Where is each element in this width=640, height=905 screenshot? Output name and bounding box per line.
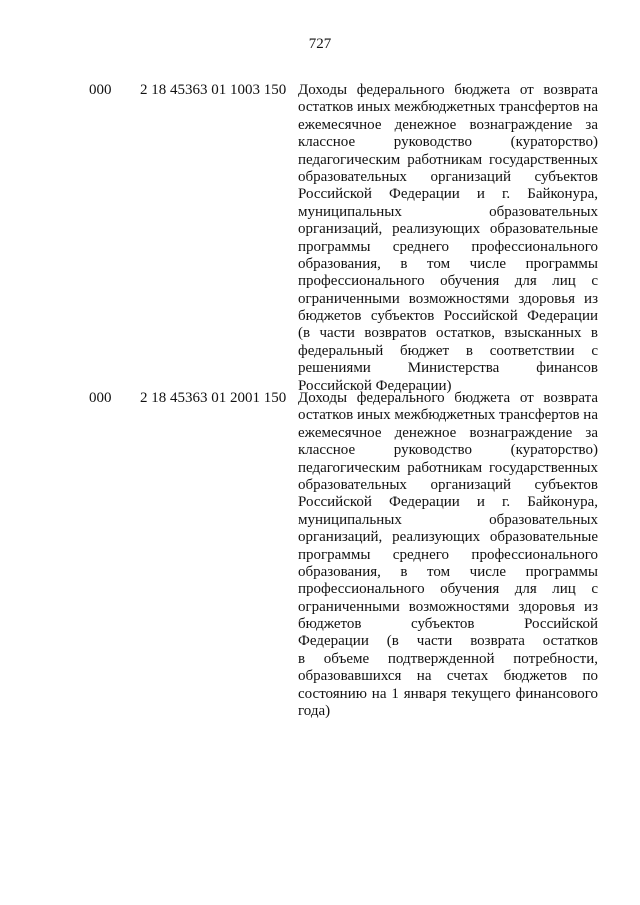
description-line: муниципальных образовательных bbox=[298, 203, 598, 220]
description-line: образовательных организаций субъектов bbox=[298, 476, 598, 493]
budget-classification-code: 2 18 45363 01 2001 150 bbox=[140, 390, 287, 406]
description-line: классное руководство (кураторство) bbox=[298, 442, 598, 459]
description-line: ограниченными возможностями здоровья из bbox=[298, 290, 598, 307]
description-line: Российской Федерации и г. Байконура, bbox=[298, 186, 598, 203]
description-line: ежемесячное денежное вознаграждение за bbox=[298, 116, 598, 133]
description-line: Российской Федерации и г. Байконура, bbox=[298, 494, 598, 511]
description-line: федеральный бюджет в соответствии с bbox=[298, 342, 598, 359]
description-line: Доходы федерального бюджета от возврата bbox=[298, 82, 598, 98]
description-line: ежемесячное денежное вознаграждение за bbox=[298, 424, 598, 441]
description-line: образовательных организаций субъектов bbox=[298, 168, 598, 185]
description-line: остатков иных межбюджетных трансфертов на bbox=[298, 407, 598, 424]
description-line: образовавшихся на счетах бюджетов по bbox=[298, 668, 598, 685]
description-line: Федерации (в части возврата остатков bbox=[298, 633, 598, 650]
description-line: года) bbox=[298, 703, 331, 720]
description-line: бюджетов субъектов Российской bbox=[298, 616, 598, 633]
entry-description bbox=[298, 82, 598, 395]
description-line: педагогическим работникам государственных bbox=[298, 151, 598, 168]
description-line: профессионального обучения для лиц с bbox=[298, 273, 598, 290]
description-line: педагогическим работникам государственных bbox=[298, 459, 598, 476]
description-line: организаций, реализующих образовательные bbox=[298, 529, 598, 546]
description-line: (в части возвратов остатков, взысканных в bbox=[298, 325, 598, 342]
description-line: образования, в том числе программы bbox=[298, 563, 598, 580]
description-line: ограниченными возможностями здоровья из bbox=[298, 598, 598, 615]
description-line: муниципальных образовательных bbox=[298, 511, 598, 528]
admin-code: 000 bbox=[89, 390, 112, 406]
description-line: образования, в том числе программы bbox=[298, 255, 598, 272]
description-line: Российской Федерации) bbox=[298, 377, 452, 394]
description-line: организаций, реализующих образовательные bbox=[298, 221, 598, 238]
page-number: 727 bbox=[308, 36, 332, 52]
description-line: программы среднего профессионального bbox=[298, 546, 598, 563]
admin-code: 000 bbox=[89, 82, 112, 98]
description-line: Доходы федерального бюджета от возврата bbox=[298, 390, 598, 406]
description-line: классное руководство (кураторство) bbox=[298, 134, 598, 151]
budget-classification-code: 2 18 45363 01 1003 150 bbox=[140, 82, 287, 98]
description-line: профессионального обучения для лиц с bbox=[298, 581, 598, 598]
entry-description bbox=[298, 390, 598, 720]
description-line: бюджетов субъектов Российской Федерации bbox=[298, 308, 598, 325]
description-line: программы среднего профессионального bbox=[298, 238, 598, 255]
description-line: решениями Министерства финансов bbox=[298, 360, 598, 377]
description-line: остатков иных межбюджетных трансфертов на bbox=[298, 99, 598, 116]
description-line: состоянию на 1 января текущего финансового bbox=[298, 685, 598, 702]
description-line: в объеме подтвержденной потребности, bbox=[298, 650, 598, 667]
